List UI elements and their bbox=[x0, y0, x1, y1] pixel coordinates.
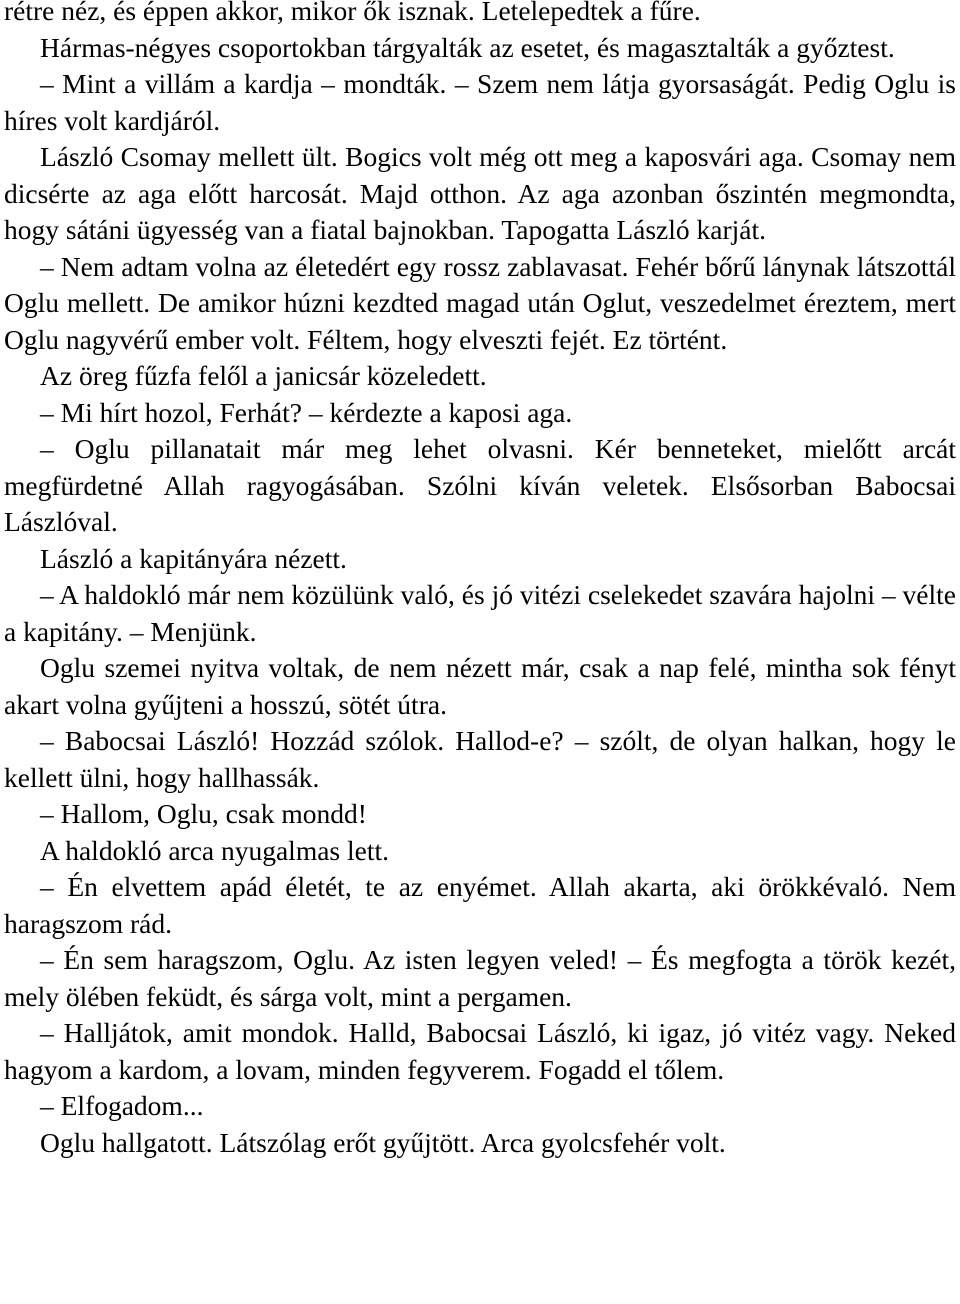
paragraph: – A haldokló már nem közülünk való, és jó vitézi cselekedet szavára hajolni – vélte a kapitány. – Menjünk. bbox=[4, 579, 956, 647]
paragraph: – Hallom, Oglu, csak mondd! bbox=[40, 798, 367, 829]
paragraph: Oglu hallgatott. Látszólag erőt gyűjtött. Arca gyolcsfehér volt. bbox=[40, 1126, 726, 1158]
paragraph: – Halljátok, amit mondok. Halld, Babocsai László, ki igaz, jó vitéz vagy. Neked hagyom a kardom, a lovam, minden fegyverem. Fogadd el tőlem. bbox=[4, 1017, 956, 1085]
paragraph: Hármas-négyes csoportokban tárgyalták az esetet, és magasztalták a győztest. bbox=[40, 31, 895, 63]
paragraph: László Csomay mellett ült. Bogics volt még ott meg a kaposvári aga. Csomay nem dicsérte az aga előtt harcosát. Majd otthon. Az aga azonban őszintén megmondta, hogy sátáni ügyesség van a fiatal bajnokban. Tapogatta László karját. bbox=[4, 141, 956, 245]
paragraph: – Babocsai László! Hozzád szólok. Hallod-e? – szólt, de olyan halkan, hogy le kellett ülni, hogy hallhassák. bbox=[4, 725, 956, 793]
paragraph: Az öreg fűzfa felől a janicsár közeledett. bbox=[40, 360, 487, 391]
paragraph: – Én sem haragszom, Oglu. Az isten legyen veled! – És megfogta a török kezét, mely ölében feküdt, és sárga volt, mint a pergamen. bbox=[4, 944, 956, 1012]
paragraph: – Nem adtam volna az életedért egy rossz zablavasat. Fehér bőrű lánynak látszottál Oglu mellett. De amikor húzni kezdted magad után Oglut, veszedelmet éreztem, mert Oglu nagyvérű ember volt. Féltem, hogy elveszti fejét. Ez történt. bbox=[4, 250, 956, 355]
paragraph: rétre néz, és éppen akkor, mikor ők isznak. Letelepedtek a fűre. bbox=[4, 0, 701, 26]
paragraph: A haldokló arca nyugalmas lett. bbox=[40, 834, 390, 866]
paragraph: – Elfogadom... bbox=[40, 1090, 204, 1121]
paragraph: – Én elvettem apád életét, te az enyémet. Allah akarta, aki örökkévaló. Nem haragszom rád. bbox=[4, 871, 956, 939]
paragraph: – Oglu pillanatait már meg lehet olvasni. Kér benneteket, mielőtt arcát megfürdetné Allah ragyogásában. Szólni kíván veletek. Elsősorban Babocsai Lászlóval. bbox=[4, 433, 956, 537]
paragraph: – Mi hírt hozol, Ferhát? – kérdezte a kaposi aga. bbox=[40, 396, 573, 428]
paragraph: Oglu szemei nyitva voltak, de nem nézett már, csak a nap felé, mintha sok fényt akart volna gyűjteni a hosszú, sötét útra. bbox=[4, 652, 956, 720]
paragraph: – Mint a villám a kardja – mondták. – Szem nem látja gyorsaságát. Pedig Oglu is híres volt kardjáról. bbox=[4, 68, 956, 136]
paragraph: László a kapitányára nézett. bbox=[40, 542, 347, 574]
